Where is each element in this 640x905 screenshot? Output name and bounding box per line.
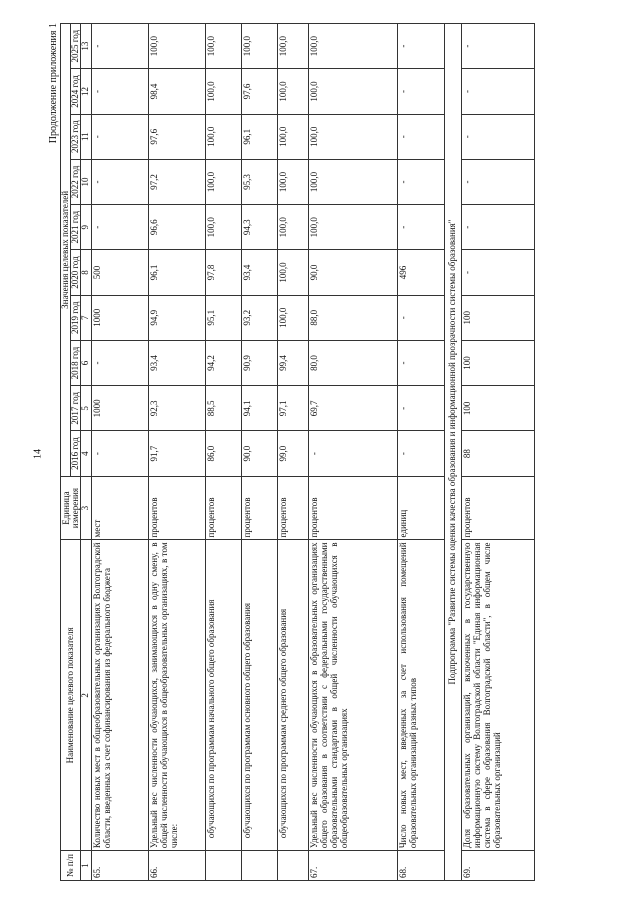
indicator-value: 1000 — [92, 386, 149, 431]
indicator-name: Доля образовательных организаций, включенных в государственную информационную систему Волгоградской области "Единая информационная система в сфере образования Волгоградской области", в общем числе образовательных организаций — [461, 540, 534, 851]
indicator-value: - — [309, 431, 398, 476]
indicator-value: 1000 — [92, 295, 149, 340]
indicator-name: Количество новых мест в общеобразовательных организациях Волгоградской области, введенных за счет софинансирования из федерального бюджета — [92, 540, 149, 851]
indicator-value: 100,0 — [206, 69, 242, 114]
indicator-value: - — [92, 205, 149, 250]
unit-of-measure: процентов — [461, 476, 534, 540]
table-row — [309, 24, 398, 881]
column-number: 4 — [81, 431, 92, 476]
indicator-value: - — [461, 250, 534, 295]
header-year: 2024 год — [71, 69, 81, 114]
row-number: 68. — [398, 851, 445, 881]
row-number — [206, 851, 242, 881]
indicator-value: 93,4 — [149, 340, 206, 385]
header-values-group: Значения целевых показателей — [61, 24, 71, 477]
indicator-value: - — [398, 295, 445, 340]
header-col-name: Наименование целевого показателя — [61, 540, 81, 851]
indicator-name: Удельный вес численности обучающихся, занимающихся в одну смену, в общей численности обучающихся в общеобразовательных организациях, в том числе: — [149, 540, 206, 851]
indicator-value: 97,2 — [149, 159, 206, 204]
indicator-value: 100 — [461, 295, 534, 340]
header-col-unit: Единица измерения — [61, 476, 81, 540]
indicator-value: 99,4 — [278, 340, 309, 385]
indicator-value: 97,6 — [242, 69, 278, 114]
header-year: 2020 год — [71, 250, 81, 295]
indicator-value: 100,0 — [278, 295, 309, 340]
indicator-value: 100,0 — [278, 69, 309, 114]
indicator-value: 95,1 — [206, 295, 242, 340]
column-number: 6 — [81, 340, 92, 385]
indicator-value: 97,8 — [206, 250, 242, 295]
indicator-value: - — [398, 69, 445, 114]
indicator-value: 93,4 — [242, 250, 278, 295]
indicator-value: - — [461, 159, 534, 204]
indicator-value: - — [92, 69, 149, 114]
column-number: 5 — [81, 386, 92, 431]
appendix-continuation-label: Продолжение приложения 1 — [48, 23, 59, 144]
header-year: 2025 год — [71, 24, 81, 69]
indicator-name: обучающихся по программам начального общего образования — [206, 540, 242, 851]
indicator-value: 100,0 — [278, 250, 309, 295]
indicator-value: 100,0 — [206, 159, 242, 204]
subprogram-title: Подпрограмма "Развитие системы оценки качества образования и информационной прозрачности системы образования" — [445, 24, 462, 881]
indicator-value: - — [398, 114, 445, 159]
indicator-value: 69,7 — [309, 386, 398, 431]
indicator-value: 90,0 — [309, 250, 398, 295]
indicator-value: - — [92, 340, 149, 385]
column-number: 8 — [81, 250, 92, 295]
header-year: 2021 год — [71, 205, 81, 250]
page-number: 14 — [32, 449, 43, 459]
indicator-value: 88,5 — [206, 386, 242, 431]
indicator-value: 100,0 — [242, 24, 278, 69]
table-row — [278, 24, 309, 881]
indicator-value: 97,1 — [278, 386, 309, 431]
indicator-value: 100,0 — [206, 114, 242, 159]
indicator-value: 100,0 — [309, 24, 398, 69]
header-year: 2016 год — [71, 431, 81, 476]
indicator-value: - — [92, 114, 149, 159]
indicator-value: 88 — [461, 431, 534, 476]
row-number: 65. — [92, 851, 149, 881]
column-number: 1 — [81, 851, 92, 881]
indicator-value: 100,0 — [309, 159, 398, 204]
indicator-value: 88,0 — [309, 295, 398, 340]
indicator-value: 100,0 — [206, 24, 242, 69]
row-number: 67. — [309, 851, 398, 881]
indicator-value: 100 — [461, 386, 534, 431]
subprogram-row — [445, 24, 462, 881]
unit-of-measure: процентов — [309, 476, 398, 540]
row-number — [242, 851, 278, 881]
table-row — [461, 24, 534, 881]
column-number: 3 — [81, 476, 92, 540]
indicator-value: - — [398, 340, 445, 385]
column-number: 9 — [81, 205, 92, 250]
indicator-value: 98,4 — [149, 69, 206, 114]
indicator-value: 100,0 — [206, 205, 242, 250]
indicator-value: 80,0 — [309, 340, 398, 385]
header-col-no: № п/п — [61, 851, 81, 881]
header-year: 2022 год — [71, 159, 81, 204]
table-row — [149, 24, 206, 881]
indicator-value: 496 — [398, 250, 445, 295]
indicator-value: 96,1 — [242, 114, 278, 159]
indicator-value: - — [461, 114, 534, 159]
row-number: 66. — [149, 851, 206, 881]
indicator-value: - — [398, 205, 445, 250]
indicator-value: 100,0 — [278, 205, 309, 250]
indicator-name: Удельный вес численности обучающихся в образовательных организациях общего образования в соответствии с федеральными государственными образовательными стандартами в общей численности обучающихся в общеобразовательных организациях — [309, 540, 398, 851]
indicator-value: 90,0 — [242, 431, 278, 476]
row-number — [278, 851, 309, 881]
indicator-value: 100,0 — [278, 24, 309, 69]
indicator-value: - — [461, 69, 534, 114]
unit-of-measure: процентов — [206, 476, 242, 540]
unit-of-measure: единиц — [398, 476, 445, 540]
indicator-value: 99,0 — [278, 431, 309, 476]
indicator-value: 91,7 — [149, 431, 206, 476]
header-year: 2023 год — [71, 114, 81, 159]
column-number: 13 — [81, 24, 92, 69]
indicator-value: 93,2 — [242, 295, 278, 340]
indicator-value: - — [461, 24, 534, 69]
target-indicators-table — [60, 23, 535, 881]
indicator-value: - — [92, 24, 149, 69]
indicator-value: - — [398, 159, 445, 204]
table-row — [398, 24, 445, 881]
table-row — [242, 24, 278, 881]
header-year: 2018 год — [71, 340, 81, 385]
column-number: 10 — [81, 159, 92, 204]
indicator-value: 90,9 — [242, 340, 278, 385]
column-number: 7 — [81, 295, 92, 340]
indicator-name: Число новых мест, введенных за счет использования помещений образовательных организаций разных типов — [398, 540, 445, 851]
indicator-value: 95,3 — [242, 159, 278, 204]
column-number: 11 — [81, 114, 92, 159]
column-number: 2 — [81, 540, 92, 851]
indicator-value: 96,6 — [149, 205, 206, 250]
rotated-document-sheet — [48, 23, 596, 881]
indicator-value: 94,2 — [206, 340, 242, 385]
header-year: 2019 год — [71, 295, 81, 340]
indicator-value: 97,6 — [149, 114, 206, 159]
indicator-value: - — [92, 159, 149, 204]
indicator-value: - — [398, 431, 445, 476]
indicator-value: 100,0 — [309, 114, 398, 159]
indicator-value: 94,1 — [242, 386, 278, 431]
indicator-value: - — [461, 205, 534, 250]
table-row — [206, 24, 242, 881]
column-number: 12 — [81, 69, 92, 114]
indicator-value: 500 — [92, 250, 149, 295]
indicator-value: 100,0 — [278, 114, 309, 159]
indicator-value: 100,0 — [309, 69, 398, 114]
indicator-value: 96,1 — [149, 250, 206, 295]
indicator-value: 86,0 — [206, 431, 242, 476]
table-row — [92, 24, 149, 881]
indicator-value: 94,3 — [242, 205, 278, 250]
indicator-name: обучающихся по программам основного общего образования — [242, 540, 278, 851]
unit-of-measure: процентов — [149, 476, 206, 540]
indicator-value: 100,0 — [149, 24, 206, 69]
unit-of-measure: процентов — [278, 476, 309, 540]
indicator-value: - — [398, 386, 445, 431]
indicator-value: - — [92, 431, 149, 476]
header-year: 2017 год — [71, 386, 81, 431]
unit-of-measure: мест — [92, 476, 149, 540]
column-numbers-row — [81, 24, 92, 881]
indicator-value: - — [398, 24, 445, 69]
indicator-value: 92,3 — [149, 386, 206, 431]
indicator-name: обучающихся по программам среднего общего образования — [278, 540, 309, 851]
row-number: 69. — [461, 851, 534, 881]
unit-of-measure: процентов — [242, 476, 278, 540]
indicator-value: 100 — [461, 340, 534, 385]
indicator-value: 100,0 — [278, 159, 309, 204]
indicator-value: 94,9 — [149, 295, 206, 340]
indicator-value: 100,0 — [309, 205, 398, 250]
